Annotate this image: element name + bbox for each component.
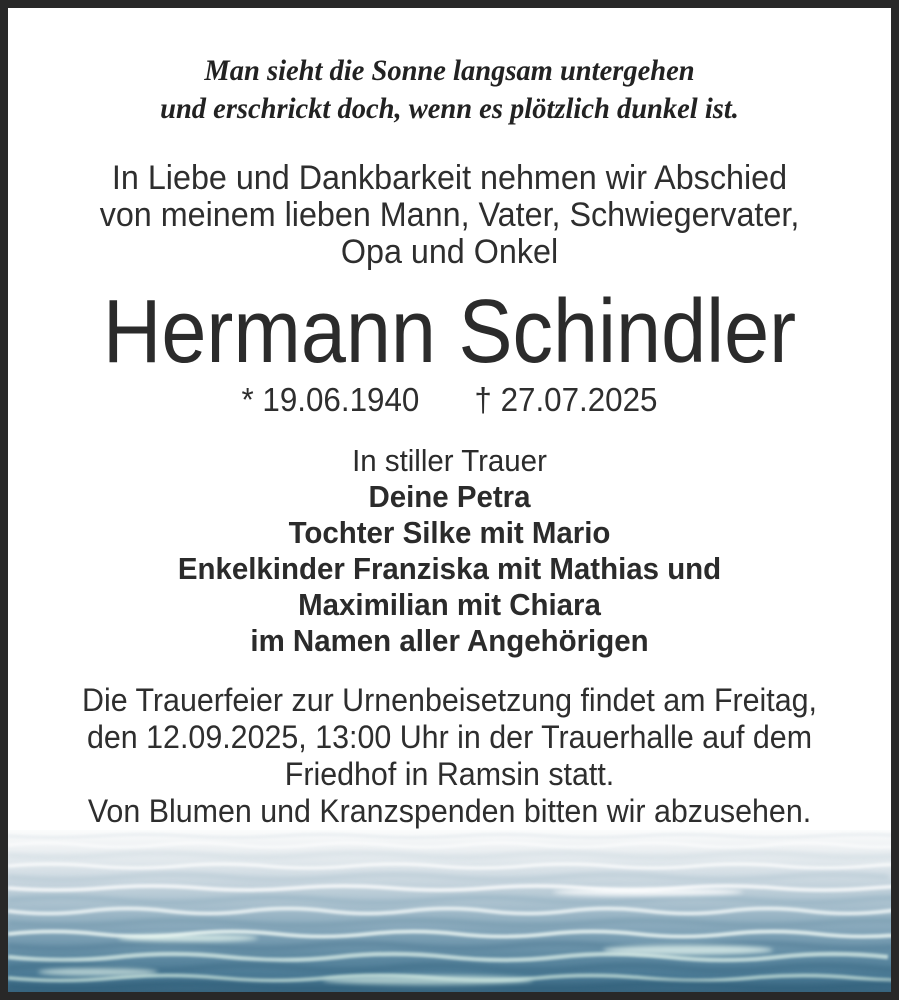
cross-symbol: † [474, 381, 492, 418]
death-date [474, 381, 657, 419]
mourner-line: Tochter Silke mit Mario [288, 515, 611, 550]
intro-line: von meinem lieben Mann, Vater, Schwiegervater, [99, 196, 800, 234]
intro-text [30, 160, 869, 271]
funeral-line: Die Trauerfeier zur Urnenbeisetzung findet am Freitag, [81, 682, 818, 718]
epigraph-line: und erschrickt doch, wenn es plötzlich dunkel ist. [160, 92, 739, 125]
intro-line: In Liebe und Dankbarkeit nehmen wir Abschied [111, 159, 788, 197]
epigraph [30, 52, 869, 128]
epigraph-line: Man sieht die Sonne langsam untergehen [204, 54, 695, 87]
deceased-name: Hermann Schindler [102, 282, 797, 382]
funeral-info [30, 682, 869, 830]
mourning-heading: In stiller Trauer [352, 443, 547, 478]
birth-date [241, 381, 419, 419]
life-dates [30, 381, 869, 419]
ocean-waves-image [8, 830, 891, 992]
born-symbol: * [241, 381, 254, 418]
death-date-value: 27.07.2025 [500, 381, 658, 418]
mourner-line: Deine Petra [368, 479, 531, 514]
intro-line: Opa und Onkel [340, 233, 559, 271]
mourner-line: Maximilian mit Chiara [298, 587, 601, 622]
funeral-line: Von Blumen und Kranzspenden bitten wir abzusehen. [87, 793, 812, 829]
mourners-block [30, 443, 869, 659]
mourner-line: Enkelkinder Franziska mit Mathias und [177, 551, 722, 586]
birth-date-value: 19.06.1940 [262, 381, 420, 418]
funeral-line: den 12.09.2025, 13:00 Uhr in der Trauerhalle auf dem [86, 719, 813, 755]
mourner-line: im Namen aller Angehörigen [250, 623, 649, 658]
funeral-line: Friedhof in Ramsin statt. [284, 756, 615, 792]
